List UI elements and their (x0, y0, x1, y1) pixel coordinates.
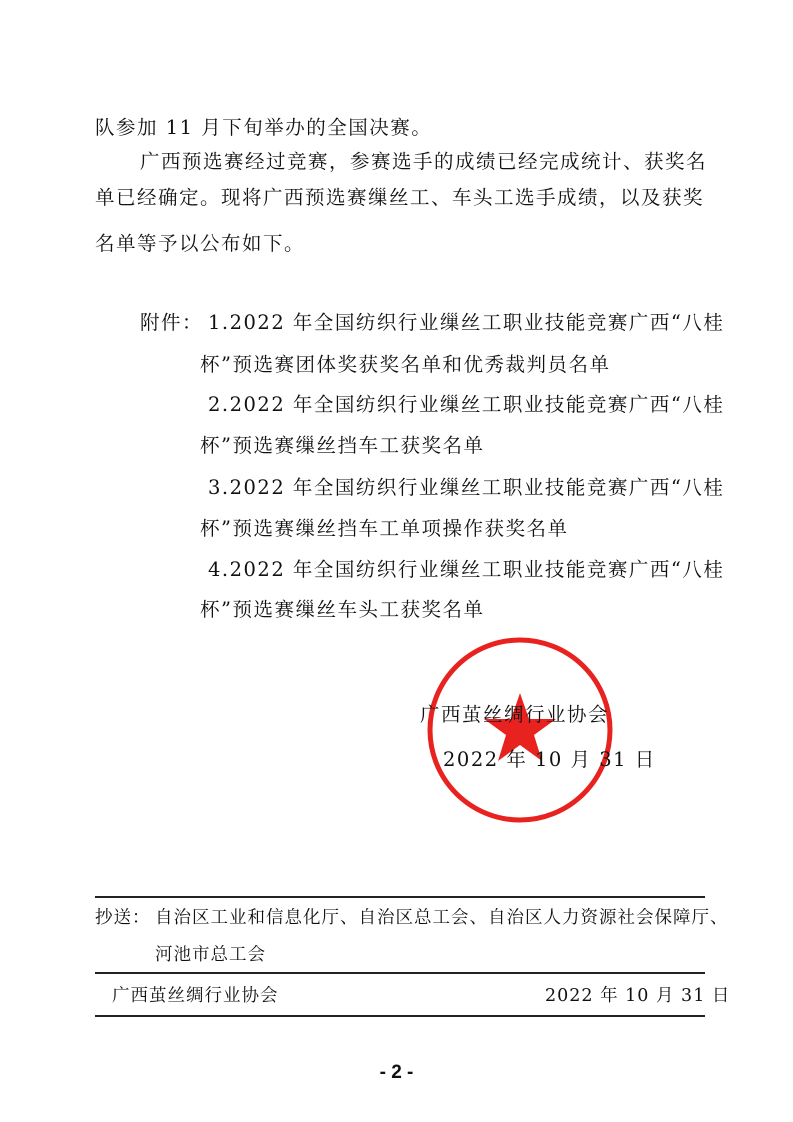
attachment-item-cont: 杯”预选赛缫丝挡车工单项操作获奖名单 (200, 517, 569, 540)
body-line: 名单等予以公布如下。 (95, 232, 306, 255)
attachment-item: 3.2022 年全国纺织行业缫丝工职业技能竞赛广西“八桂 (208, 476, 725, 499)
attachment-item-cont: 杯”预选赛缫丝挡车工获奖名单 (200, 434, 485, 457)
divider (95, 972, 705, 974)
attachments-label: 附件： (140, 311, 204, 334)
attachment-item-cont: 杯”预选赛团体奖获奖名单和优秀裁判员名单 (200, 353, 611, 376)
issuer: 广西茧丝绸行业协会 (112, 986, 279, 1006)
divider (95, 896, 705, 898)
signature-org: 广西茧丝绸行业协会 (420, 703, 610, 726)
divider (95, 1015, 705, 1017)
body-line: 队参加 11 月下旬举办的全国决赛。 (95, 116, 433, 139)
cc-recipients-cont: 河池市总工会 (155, 945, 266, 965)
signature-date: 2022 年 10 月 31 日 (443, 748, 656, 771)
attachment-item: 4.2022 年全国纺织行业缫丝工职业技能竞赛广西“八桂 (208, 558, 725, 581)
official-seal (425, 635, 615, 825)
body-line: 单已经确定。现将广西预选赛缫丝工、车头工选手成绩，以及获奖 (95, 186, 705, 209)
cc-recipients: 自治区工业和信息化厅、自治区总工会、自治区人力资源社会保障厅、 (155, 908, 729, 928)
issue-date: 2022 年 10 月 31 日 (545, 986, 731, 1006)
attachment-item: 1.2022 年全国纺织行业缫丝工职业技能竞赛广西“八桂 (208, 311, 725, 334)
attachment-item: 2.2022 年全国纺织行业缫丝工职业技能竞赛广西“八桂 (208, 393, 725, 416)
cc-label: 抄送： (95, 908, 151, 928)
body-line: 广西预选赛经过竞赛，参赛选手的成绩已经完成统计、获奖名 (140, 150, 708, 173)
page-number: - 2 - (379, 1062, 414, 1083)
attachment-item-cont: 杯”预选赛缫丝车头工获奖名单 (200, 598, 485, 621)
